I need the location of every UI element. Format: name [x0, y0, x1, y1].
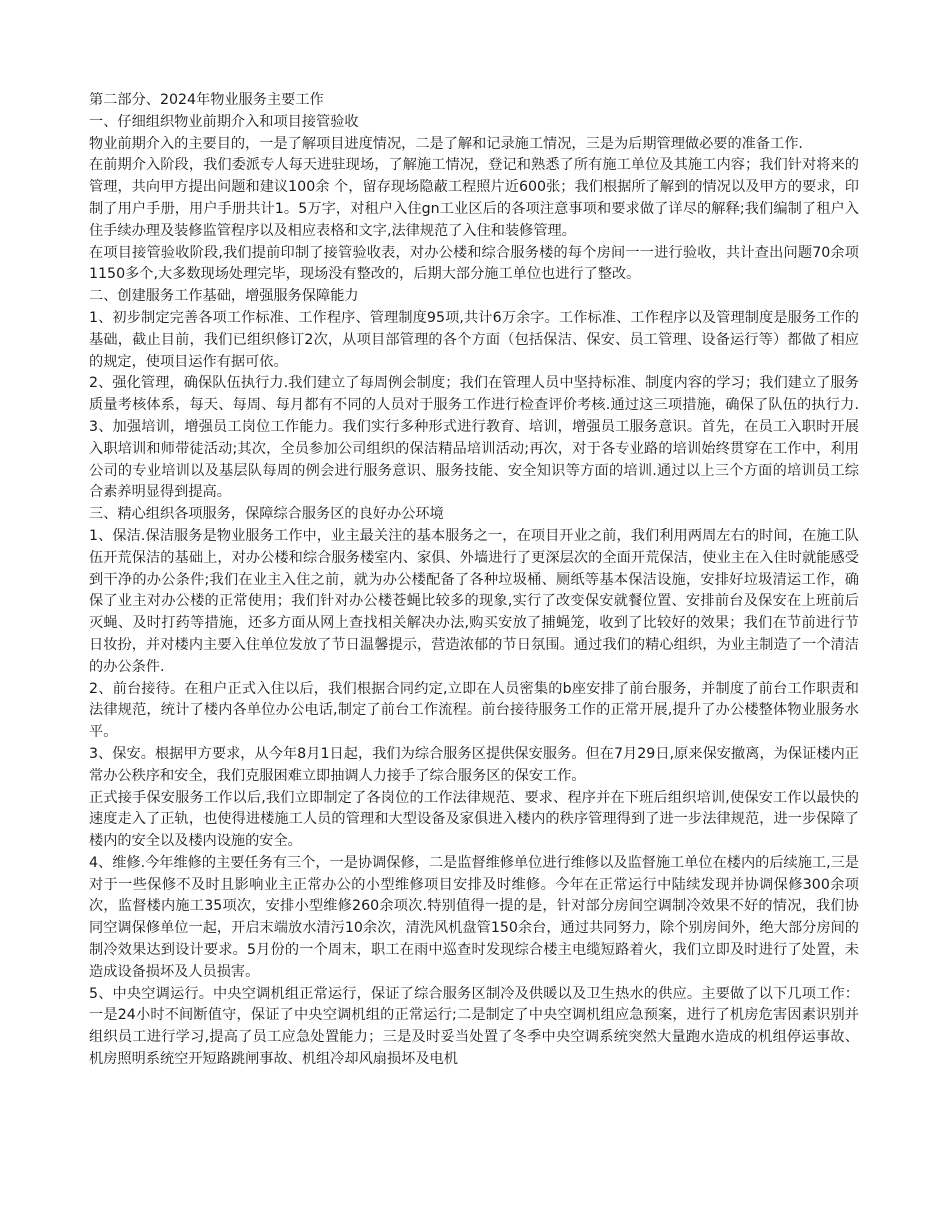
body-paragraph: 1、初步制定完善各项工作标准、工作程序、管理制度95项,共计6万余字。工作标准、工作程序以及管理制度是服务工作的基础，截止目前，我们已组织修订2次，从项目部管理的各个方面（包括保洁、保安、员工管理、设备运行等）都做了相应的规定，使项目运作有据可依。	[89, 309, 859, 370]
body-paragraph: 5、中央空调运行。中央空调机组正常运行，保证了综合服务区制冷及供暖以及卫生热水的供应。主要做了以下几项工作：一是24小时不间断值守，保证了中央空调机组的正常运行;二是制定了中央空调机组应急预案，进行了机房危害因素识别并组织员工进行学习,提高了员工应急处置能力；三是及时妥当处置了冬季中央空调系统突然大量跑水造成的机组停运事故、机房照明系统空开短路跳闸事故、机组冷却风扇损坏及电机	[89, 985, 859, 1068]
body-paragraph: 正式接手保安服务工作以后,我们立即制定了各岗位的工作法律规范、要求、程序并在下班后组织培训,使保安工作以最快的速度走入了正轨，也使得进楼施工人员的管理和大型设备及家俱进入楼内的秩序管理得到了进一步法律规范，进一步保障了楼内的安全以及楼内设施的安全。	[89, 789, 859, 850]
body-paragraph: 在项目接管验收阶段,我们提前印制了接管验收表，对办公楼和综合服务楼的每个房间一一进行验收，共计查出问题70余项1150多个,大多数现场处理完毕，现场没有整改的，后期大部分施工单位也进行了整改。	[89, 244, 859, 283]
body-paragraph: 1、保洁.保洁服务是物业服务工作中，业主最关注的基本服务之一，在项目开业之前，我们利用两周左右的时间，在施工队伍开荒保洁的基础上，对办公楼和综合服务楼室内、家俱、外墙进行了更深层次的全面开荒保洁，使业主在入住时就能感受到干净的办公条件;我们在业主入住之前，就为办公楼配备了各种垃圾桶、厕纸等基本保洁设施，安排好垃圾清运工作，确保了业主对办公楼的正常使用；我们针对办公楼苍蝇比较多的现象,实行了改变保安就餐位置、安排前台及保安在上班前后灭蝇、及时打药等措施，还多方面从网上查找相关解决办法,购买安放了捕蝇笼，收到了比较好的效果；我们在节前进行节日妆扮，并对楼内主要入住单位发放了节日温馨提示，营造浓郁的节日氛围。通过我们的精心组织，为业主制造了一个清洁的办公条件.	[89, 527, 859, 675]
subsection-heading: 三、精心组织各项服务，保障综合服务区的良好办公环境	[89, 506, 444, 523]
body-paragraph: 2、前台接待。在租户正式入住以后，我们根据合同约定,立即在人员密集的b座安排了前台服务，并制度了前台工作职责和法律规范，统计了楼内各单位办公电话,制定了前台工作流程。前台接待服务工作的正常开展,提升了办公楼整体物业服务水平。	[89, 680, 859, 741]
section-heading: 第二部分、2024年物业服务主要工作	[89, 92, 324, 108]
body-paragraph: 3、保安。根据甲方要求，从今年8月1日起，我们为综合服务区提供保安服务。但在7月29日,原来保安撤离，为保证楼内正常办公秩序和安全，我们克服困难立即抽调人力接手了综合服务区的保安工作。	[89, 745, 859, 784]
body-paragraph: 2、强化管理，确保队伍执行力.我们建立了每周例会制度；我们在管理人员中坚持标准、制度内容的学习；我们建立了服务质量考核体系，每天、每周、每月都有不同的人员对于服务工作进行检查评价考核.通过这三项措施，确保了队伍的执行力. 3、加强培训，增强员工岗位工作能力。我们实行多种形式进行教育、培训，增强员工服务意识。首先，在员工入职时开展入职培训和师带徒活动;其次，全员参加公司组织的保洁精品培训活动;再次，对于各专业路的培训始终贯穿在工作中，利用公司的专业培训以及基层队每周的例会进行服务意识、服务技能、安全知识等方面的培训.通过以上三个方面的培训员工综合素养明显得到提高。	[89, 375, 859, 501]
subsection-heading: 一、仔细组织物业前期介入和项目接管验收	[89, 113, 359, 130]
subsection-heading: 二、创建服务工作基础，增强服务保障能力	[89, 288, 359, 305]
body-paragraph: 物业前期介入的主要目的，一是了解项目进度情况，二是了解和记录施工情况，三是为后期管理做必要的准备工作.	[89, 135, 803, 152]
body-paragraph: 在前期介入阶段，我们委派专人每天进驻现场，了解施工情况，登记和熟悉了所有施工单位及其施工内容；我们针对将来的管理，共向甲方提出问题和建议100余 个，留存现场隐蔽工程照片近600张；我们根据所了解到的情况以及甲方的要求，印制了用户手册，用户手册共计1。5万字，对租户入住gn工业区后的各项注意事项和要求做了详尽的解释;我们编制了租户入住手续办理及装修监管程序以及相应表格和文字,法律规范了入住和装修管理。	[89, 157, 859, 239]
body-paragraph: 4、维修.今年维修的主要任务有三个，一是协调保修，二是监督维修单位进行维修以及监督施工单位在楼内的后续施工,三是对于一些保修不及时且影响业主正常办公的小型维修项目安排及时维修。今年在正常运行中陆续发现并协调保修300余项次，监督楼内施工35项次，安排小型维修260余项次.特别值得一提的是，针对部分房间空调制冷效果不好的情况，我们协同空调保修单位一起，开启末端放水清污10余次，清洗风机盘管150余台，通过共同努力，除个别房间外，绝大部分房间的制冷效果达到设计要求。5月份的一个周末，职工在雨中巡查时发现综合楼主电缆短路着火，我们立即及时进行了处置，未造成设备损坏及人员损害。	[89, 854, 859, 980]
document-body	[89, 90, 859, 1071]
